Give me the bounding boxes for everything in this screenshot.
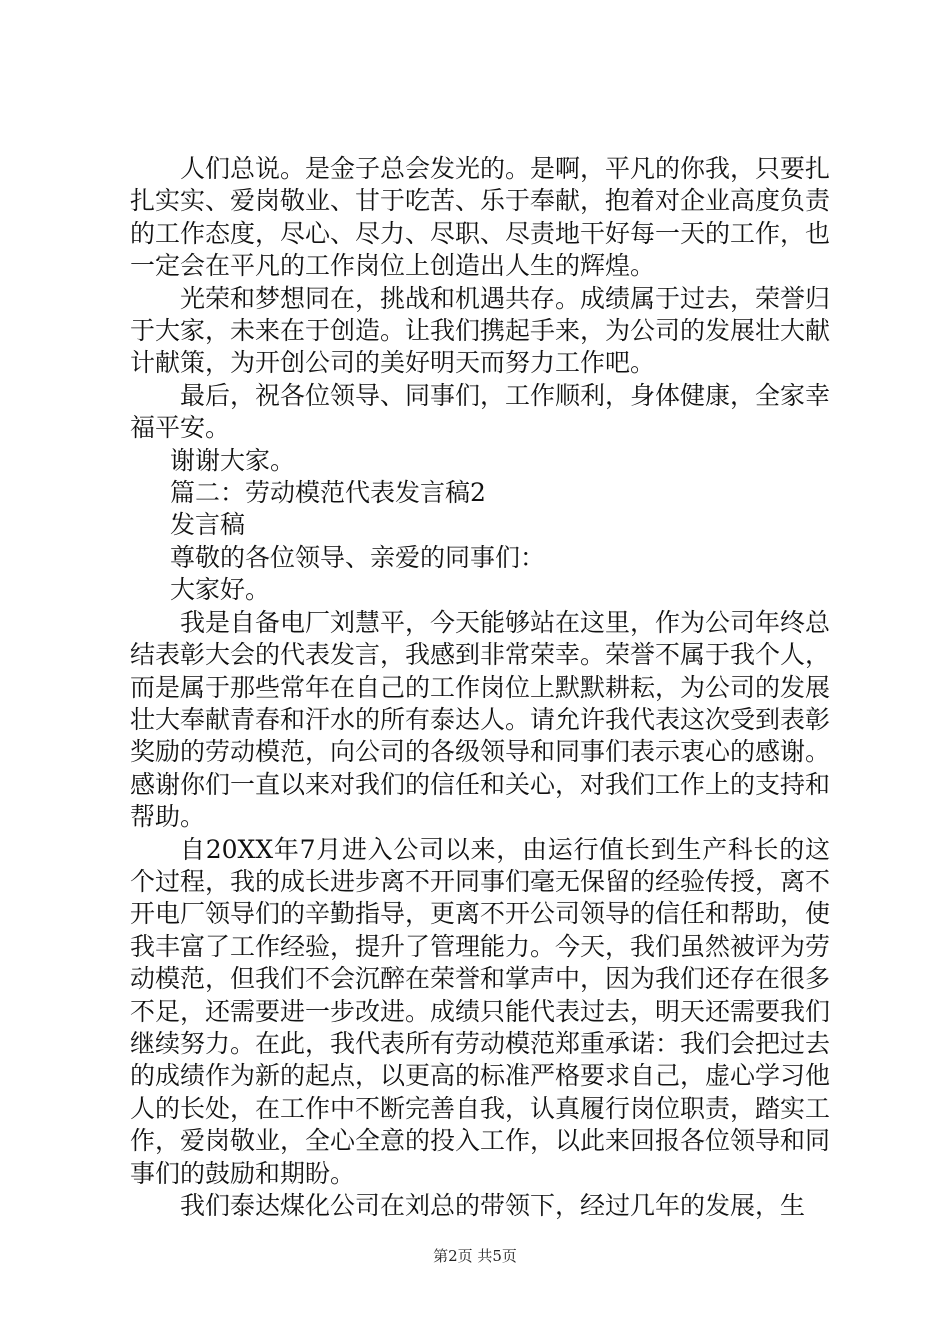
paragraph-company: 我们泰达煤化公司在刘总的带领下，经过几年的发展，生 (180, 1191, 806, 1220)
line-thanks: 谢谢大家。 (170, 445, 296, 475)
greeting: 大家好。 (170, 575, 271, 605)
page-number: 第2页 共5页 (433, 1247, 517, 1265)
section-heading: 篇二：劳动模范代表发言稿2 (170, 478, 486, 508)
paragraph-introduction: 我是自备电厂刘慧平，今天能够站在这里，作为公司年终总结表彰大会的代表发言，我感到非常荣幸。荣誉不属于我个人，而是属于那些常年在自己的工作岗位上默默耕耘，为公司的发展壮大奉献青春和汗水的所有泰达人。请允许我代表这次受到表彰奖励的劳动模范，向公司的各级领导和同事们表示衷心的感谢。感谢你们一直以来对我们的信任和关心，对我们工作上的支持和帮助。 (130, 607, 831, 832)
paragraph-final-wishes: 最后，祝各位领导、同事们，工作顺利，身体健康，全家幸福平安。 (130, 380, 831, 443)
speech-title: 发言稿 (170, 510, 246, 540)
paragraph-glory-dreams: 光荣和梦想同在，挑战和机遇共存。成绩属于过去，荣誉归于大家，未来在于创造。让我们携起手来，为公司的发展壮大献计献策，为开创公司的美好明天而努力工作吧。 (130, 283, 831, 378)
document-body (130, 153, 830, 1222)
salutation: 尊敬的各位领导、亲爱的同事们： (170, 542, 546, 572)
paragraph-gold-shines: 人们总说。是金子总会发光的。是啊，平凡的你我，只要扎扎实实、爱岗敬业、甘于吃苦、乐于奉献，抱着对企业高度负责的工作态度，尽心、尽力、尽职、尽责地干好每一天的工作，也一定会在平凡的工作岗位上创造出人生的辉煌。 (130, 154, 831, 281)
paragraph-career: 自20XX年7月进入公司以来，由运行值长到生产科长的这个过程，我的成长进步离不开同事们毫无保留的经验传授，离不开电厂领导们的辛勤指导，更离不开公司领导的信任和帮助，使我丰富了工作经验，提升了管理能力。今天，我们虽然被评为劳动模范，但我们不会沉醉在荣誉和掌声中，因为我们还存在很多不足，还需要进一步改进。成绩只能代表过去，明天还需要我们继续努力。在此，我代表所有劳动模范郑重承诺：我们会把过去的成绩作为新的起点，以更高的标准严格要求自己，虚心学习他人的长处，在工作中不断完善自我，认真履行岗位职责，踏实工作，爱岗敬业，全心全意的投入工作，以此来回报各位领导和同事们的鼓励和期盼。 (130, 834, 831, 1188)
